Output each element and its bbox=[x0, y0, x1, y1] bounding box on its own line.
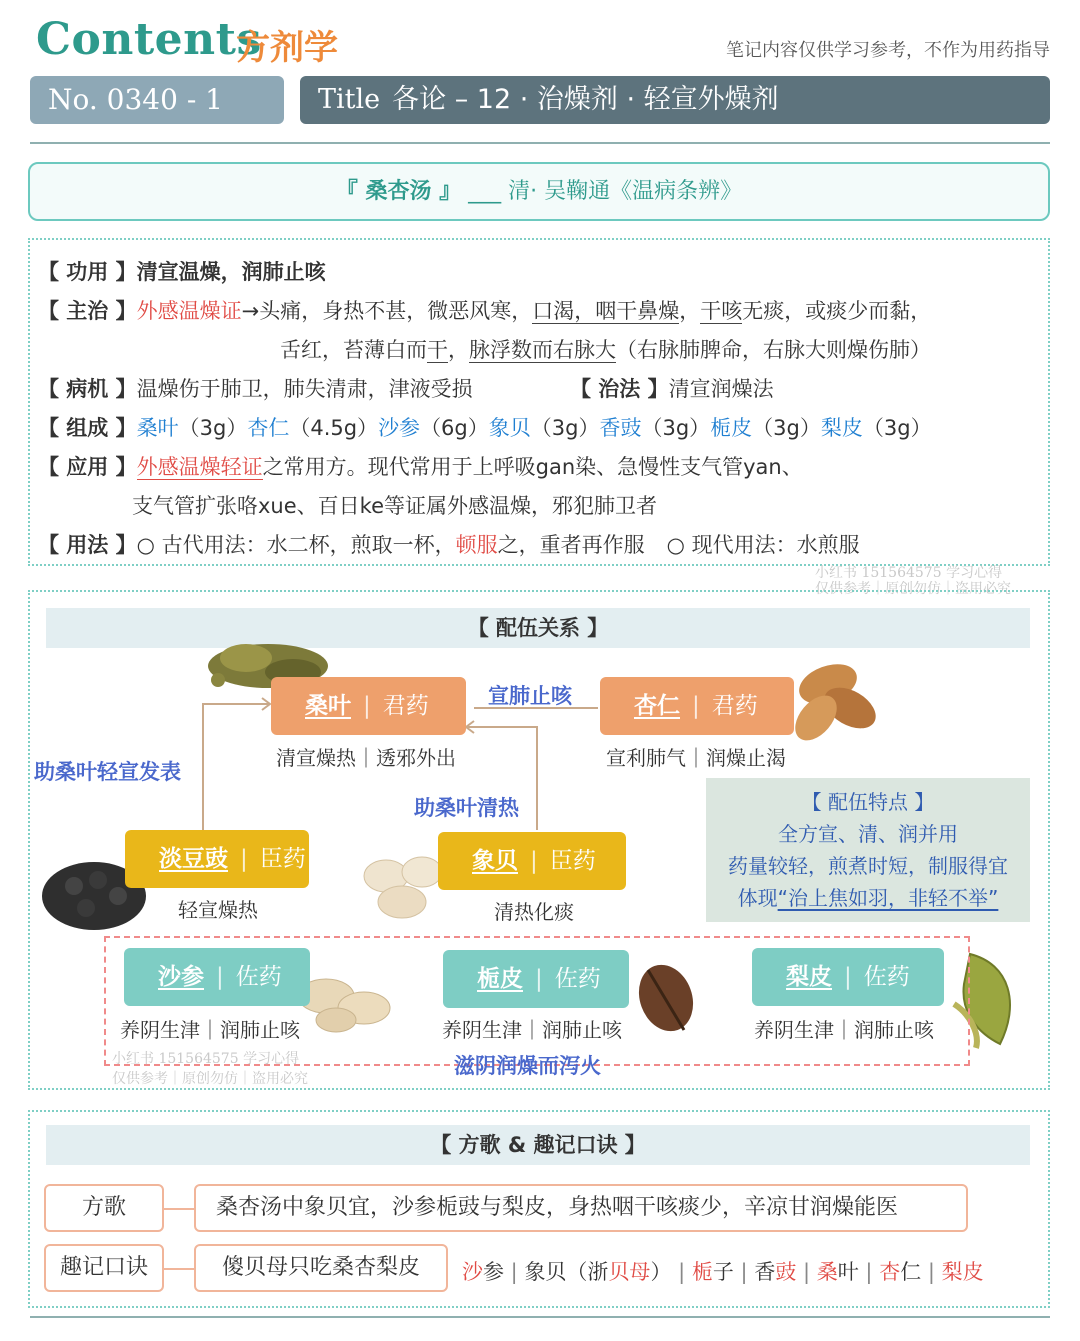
herb-name: 象贝 bbox=[472, 848, 518, 874]
label-zucheng: 【 组成 】 bbox=[38, 416, 137, 440]
decode-rest: 香 bbox=[754, 1260, 776, 1284]
desc-xingren: 宣利肺气｜润燥止渴 bbox=[606, 746, 786, 770]
zhuzhi-s4: 干咳 bbox=[700, 299, 743, 323]
herb-dose: （6g） bbox=[420, 416, 489, 440]
herb-name: 杏仁 bbox=[634, 693, 680, 719]
herb-name: 梨皮 bbox=[820, 416, 863, 440]
footer-divider bbox=[30, 1316, 1050, 1318]
formula-name: 『 桑杏汤 』 bbox=[335, 179, 462, 204]
label-zhifa: 【 治法 】 bbox=[570, 377, 669, 401]
desc-lipi: 养阴生津｜润肺止咳 bbox=[754, 1018, 934, 1042]
decode-rest: 参 bbox=[483, 1260, 504, 1284]
decode-key: 杏 bbox=[879, 1260, 901, 1284]
apricot-kernel-icon bbox=[778, 656, 890, 748]
yongfa-ancient-a: ○ 古代用法：水二杯，煎取一杯， bbox=[136, 533, 456, 557]
desc-xiangbei: 清热化痰 bbox=[494, 900, 574, 924]
yongfa-ancient-b: 之，重者再作服 bbox=[497, 533, 645, 557]
herb-role: 佐药 bbox=[554, 966, 601, 992]
yingyong-highlight: 外感温燥轻证 bbox=[136, 455, 263, 479]
zhuzhi-syndrome: 外感温燥证 bbox=[136, 299, 242, 323]
mnemonic-heading: 【 方歌 & 趣记口诀 】 bbox=[46, 1125, 1030, 1165]
decode-key: 豉 bbox=[775, 1260, 797, 1284]
herb-dose: （3g） bbox=[178, 416, 248, 440]
decode-key: 栀 bbox=[691, 1260, 713, 1284]
herb-name: 梨皮 bbox=[786, 964, 832, 990]
zhuzhi-l2e: （右脉肺脾命，右脉大则燥伤肺） bbox=[616, 338, 931, 362]
desc-zhipi: 养阴生津｜润肺止咳 bbox=[442, 1018, 622, 1042]
decode-key: 桑 bbox=[816, 1260, 838, 1284]
watermark-line2: 仅供参考｜原创勿仿｜盗用必究 bbox=[112, 1071, 308, 1087]
arrow-dandouchi-to-sangye bbox=[203, 704, 270, 830]
herb-dose: （3g） bbox=[530, 416, 600, 440]
decode-key: 贝母 bbox=[608, 1260, 651, 1284]
subject-title: 方剂学 bbox=[236, 28, 338, 68]
herb-role: 佐药 bbox=[863, 964, 910, 990]
decode-rest: ） bbox=[650, 1260, 672, 1284]
herb-role: 臣药 bbox=[259, 846, 306, 872]
note-number: No. 0340 - 1 bbox=[30, 76, 284, 124]
herb-box-sangye: 桑叶 | 君药 bbox=[271, 677, 466, 735]
herb-box-xiangbei: 象贝 | 臣药 bbox=[438, 832, 626, 890]
yongfa-ancient-red: 顿服 bbox=[455, 533, 498, 557]
decode-rest: 叶 bbox=[837, 1260, 859, 1284]
formula-source: ___ 清· 吴鞠通《温病条辨》 bbox=[468, 179, 743, 204]
herb-box-dandouchi: 淡豆豉 | 臣药 bbox=[125, 830, 309, 888]
herb-box-shashen: 沙参 | 佐药 bbox=[124, 948, 310, 1006]
zhuzhi-s1: 头痛，身热不甚，微恶风寒， bbox=[259, 299, 533, 323]
arrow-icon: → bbox=[241, 299, 260, 323]
decode-key: 沙 bbox=[462, 1260, 483, 1284]
herb-dose: （3g） bbox=[641, 416, 711, 440]
herb-dose: （3g） bbox=[862, 416, 932, 440]
zhuzhi-l2a: 舌红，苔薄白而 bbox=[280, 338, 427, 362]
quji-connector bbox=[164, 1268, 194, 1270]
features-line1: 全方宣、清、润并用 bbox=[778, 822, 958, 846]
quji-decode: 沙参 | 象贝（浙贝母） | 栀子 | 香豉 | 桑叶 | 杏仁 | 梨皮 bbox=[462, 1260, 984, 1284]
brand-title: Contents bbox=[36, 14, 262, 65]
zhuzhi-s5: 无痰，或痰少而黏， bbox=[742, 299, 932, 323]
gongyong-text: 清宣温燥，润肺止咳 bbox=[136, 260, 326, 284]
desc-dandouchi: 轻宣燥热 bbox=[178, 898, 258, 922]
title-prefix: Title bbox=[318, 84, 381, 115]
herb-role: 君药 bbox=[711, 693, 758, 719]
herb-role: 臣药 bbox=[549, 848, 596, 874]
fangge-text: 桑杏汤中象贝宜，沙参栀豉与梨皮，身热咽干咳痰少，辛凉甘润燥能医 bbox=[194, 1184, 968, 1232]
herb-name: 淡豆豉 bbox=[159, 846, 228, 872]
herb-name: 桑叶 bbox=[136, 416, 179, 440]
features-line3b: “治上焦如羽，非轻不举” bbox=[777, 886, 999, 910]
herb-name: 杏仁 bbox=[247, 416, 290, 440]
note-zhu-qingre: 助桑叶清热 bbox=[414, 796, 519, 820]
herb-box-lipi: 梨皮 | 佐药 bbox=[752, 948, 944, 1006]
watermark-line2: 仅供参考｜原创勿仿｜盗用必究 bbox=[815, 581, 1011, 597]
watermark-line1: 小红书 151564575 学习心得 bbox=[112, 1051, 300, 1067]
note-title: 各论 – 12 · 治燥剂 · 轻宣外燥剂 bbox=[392, 84, 779, 115]
decode-key: 梨皮 bbox=[941, 1260, 984, 1284]
label-zhuzhi: 【 主治 】 bbox=[38, 299, 137, 323]
row-yingyong-2: 支气管扩张咯xue、百日ke等证属外感温燥，邪犯肺卫者 bbox=[132, 494, 657, 518]
decode-rest: 象贝（浙 bbox=[524, 1260, 609, 1284]
herb-role: 君药 bbox=[382, 693, 429, 719]
herb-dose: （3g） bbox=[752, 416, 821, 440]
yingyong-text1: 之常用方。现代常用于上呼吸gan染、急慢性支气管yan、 bbox=[262, 455, 803, 479]
features-box bbox=[706, 778, 1030, 922]
herb-name: 桑叶 bbox=[305, 693, 351, 719]
zhuzhi-l2c: ， bbox=[448, 338, 469, 362]
fangge-connector bbox=[164, 1208, 194, 1210]
zhuzhi-l2d: 脉浮数而右脉大 bbox=[469, 338, 616, 362]
disclaimer: 笔记内容仅供学习参考，不作为用药指导 bbox=[726, 40, 1050, 61]
quji-label: 趣记口诀 bbox=[44, 1244, 164, 1292]
fangge-label: 方歌 bbox=[44, 1184, 164, 1232]
watermark-line1: 小红书 151564575 学习心得 bbox=[815, 565, 1003, 581]
zhuzhi-s3: ， bbox=[679, 299, 701, 323]
herb-box-xingren: 杏仁 | 君药 bbox=[600, 677, 794, 735]
label-yingyong: 【 应用 】 bbox=[38, 455, 137, 479]
features-line3 bbox=[706, 882, 1030, 914]
herb-dose: （4.5g） bbox=[289, 416, 379, 440]
herb-name: 香豉 bbox=[599, 416, 642, 440]
herb-name: 栀皮 bbox=[710, 416, 753, 440]
herb-role: 佐药 bbox=[235, 964, 282, 990]
herb-box-zhipi: 栀皮 | 佐药 bbox=[443, 950, 629, 1008]
herb-name: 栀皮 bbox=[477, 966, 523, 992]
decode-rest: 子 bbox=[712, 1260, 734, 1284]
features-title: 【 配伍特点 】 bbox=[801, 790, 935, 814]
features-line2: 药量较轻，煎煮时短，制服得宜 bbox=[728, 854, 1008, 878]
herb-name: 象贝 bbox=[488, 416, 531, 440]
herb-name: 沙参 bbox=[378, 416, 421, 440]
desc-sangye: 清宣燥热｜透邪外出 bbox=[276, 746, 456, 770]
zhuzhi-s2: 口渴，咽干鼻燥 bbox=[532, 299, 680, 323]
desc-shashen: 养阴生津｜润肺止咳 bbox=[120, 1018, 300, 1042]
decode-rest: 仁 bbox=[900, 1260, 922, 1284]
quji-text: 傻贝母只吃桑杏梨皮 bbox=[194, 1244, 448, 1292]
label-bingji: 【 病机 】 bbox=[38, 377, 137, 401]
bingji-text: 温燥伤于肺卫，肺失清肃，津液受损 bbox=[136, 377, 473, 401]
zhifa-text: 清宣润燥法 bbox=[668, 377, 774, 401]
features-line3a: 体现 bbox=[737, 886, 778, 910]
zhuzhi-l2b: 干 bbox=[427, 338, 448, 362]
compatibility-heading: 【 配伍关系 】 bbox=[46, 608, 1030, 648]
label-gongyong: 【 功用 】 bbox=[38, 260, 137, 284]
label-yongfa: 【 用法 】 bbox=[38, 533, 137, 557]
note-zhu-qingxuan: 助桑叶轻宣发表 bbox=[34, 760, 181, 784]
note-ziyin: 滋阴润燥而泻火 bbox=[454, 1054, 601, 1078]
herb-name: 沙参 bbox=[158, 964, 204, 990]
note-xuanfei: 宣肺止咳 bbox=[488, 684, 572, 708]
yongfa-modern: ○ 现代用法：水煎服 bbox=[666, 533, 860, 557]
